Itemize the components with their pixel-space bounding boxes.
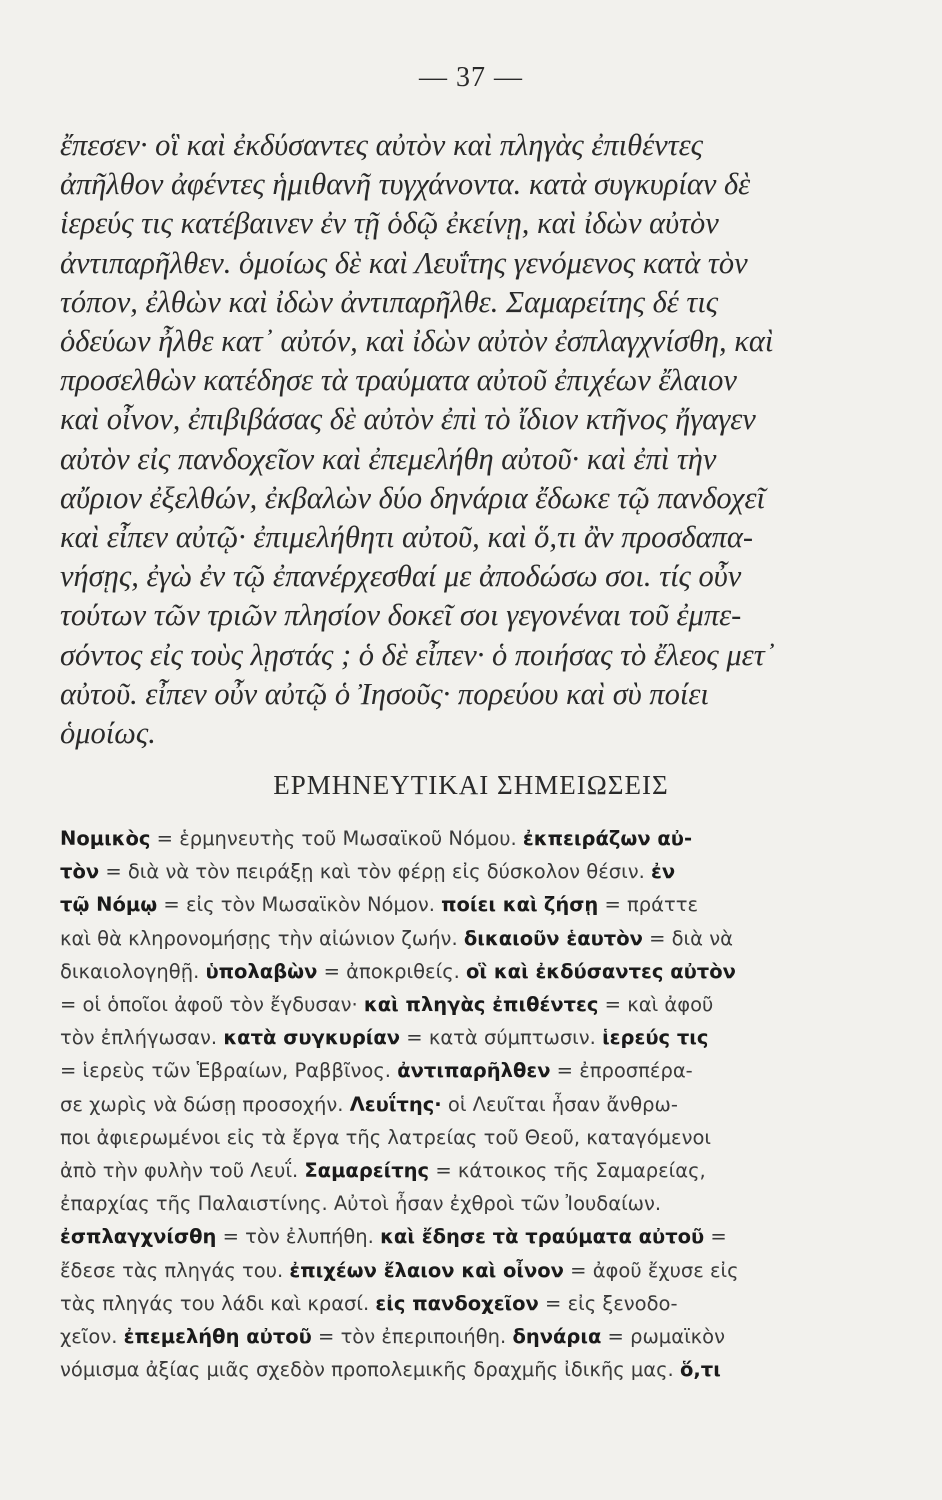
text-line: αὐτὸν εἰς πανδοχεῖον καὶ ἐπεμελήθη αὐτοῦ· καὶ ἐπὶ τὴν — [60, 441, 717, 476]
text-line: αὔριον ἐξελθών, ἐκβαλὼν δύο δηνάρια ἔδωκε τῷ πανδοχεῖ — [60, 480, 765, 515]
note-line — [60, 1254, 860, 1287]
term: ἱερεύς τις — [602, 1026, 709, 1050]
note-line — [60, 1353, 860, 1386]
text-line: τούτων τῶν τριῶν πλησίον δοκεῖ σοι γεγονέναι τοῦ ἐμπε- — [60, 598, 742, 633]
note-line — [60, 1054, 860, 1087]
term: ἀντιπαρῆλθεν — [397, 1059, 551, 1083]
term: εἰς πανδοχεῖον — [375, 1291, 539, 1315]
definition: τὸν ἐπλήγωσαν. — [60, 1026, 224, 1050]
definition: καὶ θὰ κληρονομήσῃς τὴν αἰώνιον ζωήν. — [60, 926, 464, 950]
term: δικαιοῦν ἑαυτὸν — [463, 926, 643, 950]
definition: = πράττε — [598, 893, 699, 917]
note-line — [60, 888, 860, 921]
definition: νόμισμα ἀξίας μιᾶς σχεδὸν προπολεμικῆς δραχμῆς ἰδικῆς μας. — [60, 1358, 680, 1382]
text-line: ἀπῆλθον ἀφέντες ἡμιθανῆ τυγχάνοντα. κατὰ συγκυρίαν δὲ — [60, 167, 751, 202]
definition: = ρωμαϊκὸν — [601, 1325, 725, 1349]
note-line — [60, 1320, 860, 1353]
note-line — [60, 1121, 860, 1154]
page-number: — 37 — — [419, 62, 523, 93]
note-line — [60, 1088, 860, 1121]
definition: τὰς πληγάς του λάδι καὶ κρασί. — [60, 1291, 376, 1315]
term: καὶ ἔδησε τὰ τραύματα αὐτοῦ — [380, 1225, 705, 1249]
text-line: ὁδεύων ἦλθε κατ᾽ αὐτόν, καὶ ἰδὼν αὐτὸν ἐσπλαγχνίσθη, καὶ — [60, 324, 774, 359]
note-line — [60, 922, 860, 955]
term: Λευΐτης· — [349, 1092, 442, 1116]
notes — [60, 822, 860, 1386]
term: ποίει καὶ — [441, 893, 538, 917]
text-line: ἱερεύς τις κατέβαινεν ἐν τῇ ὁδῷ ἐκείνῃ, καὶ ἰδὼν αὐτὸν — [60, 206, 719, 241]
note-line — [60, 1187, 860, 1220]
text-line: ἔπεσεν· οἳ καὶ ἐκδύσαντες αὐτὸν καὶ πληγὰς ἐπιθέντες — [60, 128, 703, 162]
note-line — [60, 1154, 860, 1187]
definition: σε χωρὶς νὰ δώσῃ προσοχήν. — [60, 1092, 350, 1116]
definition: = ἀποκριθείς. — [317, 959, 467, 983]
term: κατὰ συγκυρίαν — [223, 1026, 401, 1050]
definition: = διὰ νὰ — [642, 926, 733, 950]
definition: ποι ἀφιερωμένοι εἰς τὰ ἔργα τῆς λατρείας τοῦ Θεοῦ, καταγόμενοι — [60, 1125, 712, 1149]
text-line: νήσῃς, ἐγὼ ἐν τῷ ἐπανέρχεσθαί με ἀποδώσω σοι. τίς οὖν — [60, 559, 742, 594]
term: ἐσπλαγχνίσθη — [60, 1225, 217, 1249]
definition: = ἐπροσπέρα- — [550, 1059, 693, 1083]
note-line — [60, 1021, 860, 1054]
term: τῷ Νόμῳ — [60, 893, 158, 917]
text-line: τόπον, ἐλθὼν καὶ ἰδὼν ἀντιπαρῆλθε. Σαμαρείτης δέ τις — [60, 284, 719, 319]
definition: ἔδεσε τὰς πληγάς του. — [60, 1258, 290, 1282]
definition: = καὶ ἀφοῦ — [598, 993, 714, 1017]
definition: = κατὰ σύμπτωσιν. — [400, 1026, 603, 1050]
definition: = τὸν ἐπεριποιήθη. — [311, 1325, 513, 1349]
term: ὑπολαβὼν — [205, 959, 318, 983]
term: τὸν — [60, 860, 100, 884]
definition: = ἱερεὺς τῶν Ἑβραίων, Ραββῖνος. — [60, 1059, 398, 1083]
note-line — [60, 855, 860, 888]
definition: = οἱ ὁποῖοι ἀφοῦ τὸν ἔγδυσαν· — [60, 993, 364, 1017]
term: ἐκπειράζων αὐ- — [522, 827, 693, 850]
note-line — [60, 1220, 860, 1253]
main-text — [60, 126, 870, 753]
definition: δικαιολογηθῇ. — [60, 959, 206, 983]
definition: = τὸν ἐλυπήθη. — [216, 1225, 381, 1249]
term: ὅ,τι — [679, 1358, 721, 1382]
definition: ἀπὸ τὴν φυλὴν τοῦ Λευΐ. — [60, 1159, 305, 1183]
text-line: ὁμοίως. — [60, 716, 156, 751]
definition: = εἰς τὸν Μωσαϊκὸν Νόμον. — [157, 893, 442, 917]
section-heading: ΕΡΜΗΝΕΥΤΙΚΑΙ ΣΗΜΕΙΩΣΕΙΣ — [273, 770, 669, 800]
term: καὶ πληγὰς ἐπιθέντες — [363, 993, 599, 1017]
note-line — [60, 822, 860, 855]
definition: = — [704, 1225, 727, 1249]
definition: χεῖον. — [60, 1325, 124, 1349]
definition: = εἰς ξενοδο- — [538, 1291, 678, 1315]
definition: ἐπαρχίας τῆς Παλαιστίνης. Αὐτοὶ ἦσαν ἐχθροὶ τῶν Ἰουδαίων. — [60, 1192, 662, 1216]
term: ἐν — [651, 860, 676, 884]
text-line: σόντος εἰς τοὺς λῃστάς ; ὁ δὲ εἶπεν· ὁ ποιήσας τὸ ἔλεος μετ᾽ — [60, 637, 775, 672]
term: ζήσῃ — [543, 893, 599, 917]
definition: = ἀφοῦ ἔχυσε εἰς — [563, 1258, 739, 1282]
term: ἐπεμελήθη αὐτοῦ — [123, 1325, 312, 1349]
note-line — [60, 988, 860, 1021]
term: ἐπιχέων ἔλαιον καὶ οἶνον — [289, 1258, 564, 1282]
text-line: αὐτοῦ. εἶπεν οὖν αὐτῷ ὁ Ἰησοῦς· πορεύου καὶ σὺ ποίει — [60, 676, 709, 711]
term: Σαμαρείτης — [304, 1159, 430, 1183]
note-line — [60, 1287, 860, 1320]
definition: = κάτοικος τῆς Σαμαρείας, — [429, 1159, 706, 1183]
term: δηνάρια — [512, 1325, 602, 1349]
note-line — [60, 955, 860, 988]
definition: = διὰ νὰ τὸν πειράξῃ καὶ τὸν φέρῃ εἰς δύσκολον θέσιν. — [99, 860, 651, 884]
definition: οἱ Λευῖται ἦσαν ἄνθρω- — [441, 1092, 678, 1116]
text-line: προσελθὼν κατέδησε τὰ τραύματα αὐτοῦ ἐπιχέων ἔλαιον — [60, 363, 737, 398]
term: οἳ καὶ ἐκδύσαντες αὐτὸν — [466, 959, 736, 983]
text-line: καὶ εἶπεν αὐτῷ· ἐπιμελήθητι αὐτοῦ, καὶ ὅ,τι ἂν προσδαπα- — [60, 520, 754, 555]
term: Νομικὸς — [60, 827, 151, 850]
text-line: ἀντιπαρῆλθεν. ὁμοίως δὲ καὶ Λευΐτης γενόμενος κατὰ τὸν — [60, 245, 748, 280]
text-line: καὶ οἶνον, ἐπιβιβάσας δὲ αὐτὸν ἐπὶ τὸ ἴδιον κτῆνος ἤγαγεν — [60, 402, 756, 437]
definition: = ἑρμηνευτὴς τοῦ Μωσαϊκοῦ Νόμου. — [150, 827, 523, 850]
